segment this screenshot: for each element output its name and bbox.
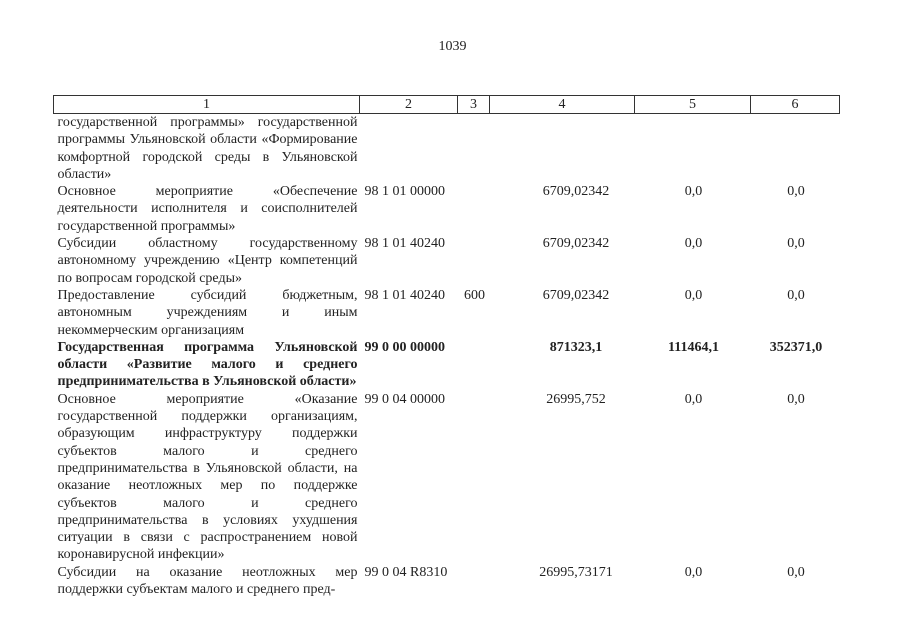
row-value-2023: 0,0 — [787, 184, 805, 200]
row-value-2023: 0,0 — [787, 564, 805, 580]
header-col-3: 3 — [458, 96, 490, 114]
row-value-2021 — [490, 114, 635, 184]
row-name: Государственная программа Ульяновской области «Развитие малого и среднего предпринимательства в Ульяновской области» — [57, 339, 358, 390]
table-header-row — [54, 96, 840, 114]
row-value-2021: 6709,02342 — [542, 184, 610, 200]
row-name: Основное мероприятие «Оказание государственной поддержки организациям, образующим инфраструктуру поддержки субъектов малого и среднего предпринимательства в Ульяновской области, на оказание неотложных мер по поддержке субъектов малого и среднего предпринимательства в условиях ухудшения ситуации в связи с распространением новой коронавирусной инфекции» — [57, 391, 358, 563]
table-row — [54, 235, 840, 287]
row-code: 99 0 00 00000 — [364, 339, 445, 355]
row-code — [360, 114, 458, 184]
table-row — [54, 114, 840, 184]
row-vr — [458, 183, 490, 235]
row-value-2023: 0,0 — [787, 391, 805, 407]
row-value-2021: 26995,73171 — [539, 564, 613, 580]
row-value-2022: 0,0 — [684, 236, 703, 252]
row-value-2021: 6709,02342 — [542, 287, 610, 303]
header-col-5: 5 — [635, 96, 751, 114]
row-code: 98 1 01 00000 — [364, 184, 445, 200]
row-code: 98 1 01 40240 — [364, 287, 445, 303]
header-col-1: 1 — [54, 96, 360, 114]
page-number: 1039 — [438, 39, 467, 54]
row-value-2021: 26995,752 — [546, 391, 606, 407]
header-col-4: 4 — [490, 96, 635, 114]
budget-table — [53, 95, 839, 598]
row-vr — [458, 235, 490, 287]
row-value-2023 — [751, 114, 840, 184]
row-value-2022 — [635, 114, 751, 184]
header-col-2: 2 — [360, 96, 458, 114]
row-value-2022: 0,0 — [684, 287, 703, 303]
row-vr — [458, 391, 490, 564]
row-code: 98 1 01 40240 — [364, 236, 445, 252]
row-vr — [458, 114, 490, 184]
row-code: 99 0 04 R8310 — [364, 564, 448, 580]
table-row — [54, 564, 840, 599]
table-row — [54, 339, 840, 391]
header-col-6: 6 — [751, 96, 840, 114]
row-vr — [458, 564, 490, 599]
row-name: Предоставление субсидий бюджетным, автономным учреждениям и иным некоммерческим организациям — [57, 287, 358, 338]
row-value-2021: 6709,02342 — [542, 236, 610, 252]
table-row — [54, 391, 840, 564]
row-name: Субсидии областному государственному автономному учреждению «Центр компетенций по вопросам городской среды» — [57, 236, 358, 286]
row-vr: 600 — [464, 287, 485, 303]
row-code: 99 0 04 00000 — [364, 391, 445, 407]
table-row — [54, 287, 840, 339]
row-value-2021: 871323,1 — [549, 339, 603, 355]
table-row — [54, 183, 840, 235]
row-value-2022: 0,0 — [684, 391, 703, 407]
row-vr — [458, 339, 490, 391]
row-value-2023: 0,0 — [787, 236, 805, 252]
row-value-2022: 111464,1 — [668, 339, 719, 355]
row-value-2022: 0,0 — [684, 184, 703, 200]
row-name: Субсидии на оказание неотложных мер поддержки субъектам малого и среднего пред- — [57, 564, 358, 598]
row-name: государственной программы» государственной программы Ульяновской области «Формирование комфортной городской среды в Ульяновской области» — [57, 115, 358, 182]
row-value-2023: 0,0 — [787, 287, 805, 303]
row-name: Основное мероприятие «Обеспечение деятельности исполнителя и соисполнителей государственной программы» — [57, 184, 358, 234]
row-value-2022: 0,0 — [684, 564, 703, 580]
row-value-2023: 352371,0 — [769, 339, 823, 355]
